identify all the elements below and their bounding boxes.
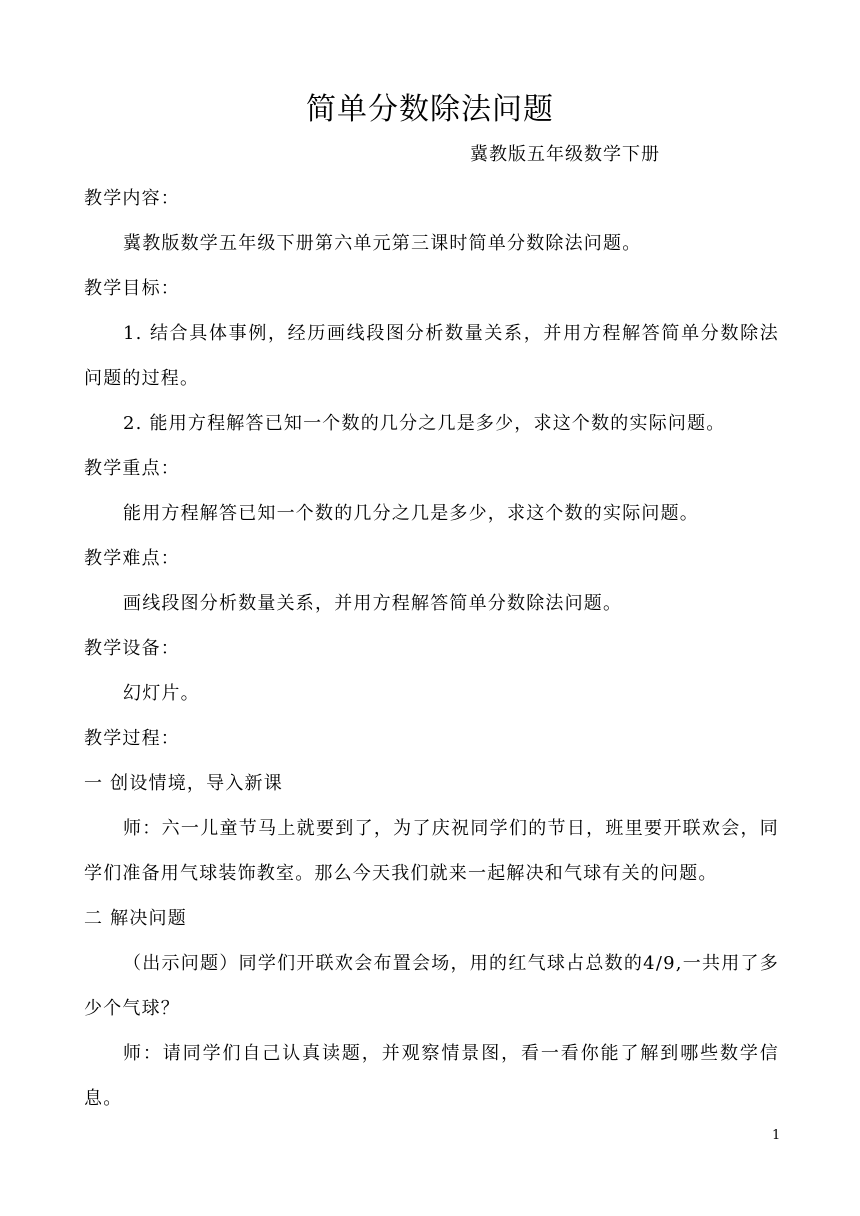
process-heading: 教学过程： [84,728,180,749]
key-heading: 教学重点： [84,458,180,479]
part-1-text: 师：六一儿童节马上就要到了，为了庆祝同学们的节日，班里要开联欢会，同学们准备用气球装饰教室。那么今天我们就来一起解决和气球有关的问题。 [84,818,779,884]
document-subtitle: 冀教版五年级数学下册 [470,144,660,165]
difficulty-text: 画线段图分析数量关系，并用方程解答简单分数除法问题。 [123,593,623,614]
goals-heading: 教学目标： [84,278,180,299]
key-text: 能用方程解答已知一个数的几分之几是多少，求这个数的实际问题。 [123,503,699,524]
difficulty-heading: 教学难点： [84,548,180,569]
equipment-heading: 教学设备： [84,638,180,659]
part-2-problem: （出示问题）同学们开联欢会布置会场，用的红气球占总数的4/9,一共用了多少个气球？ [84,953,779,1019]
content-text: 冀教版数学五年级下册第六单元第三课时简单分数除法问题。 [123,233,642,254]
goal-2: 2. 能用方程解答已知一个数的几分之几是多少，求这个数的实际问题。 [123,413,726,434]
content-heading: 教学内容： [84,188,180,209]
part-2-teacher: 师：请同学们自己认真读题，并观察情景图，看一看你能了解到哪些数学信息。 [84,1043,779,1109]
equipment-text: 幻灯片。 [123,683,200,704]
part-2-heading: 二 解决问题 [84,908,187,929]
part-1-heading: 一 创设情境，导入新课 [84,773,283,794]
document-body [84,176,779,1121]
goal-1: 1. 结合具体事例，经历画线段图分析数量关系，并用方程解答简单分数除法问题的过程。 [84,323,779,389]
page-number: 1 [772,1128,781,1143]
document-title: 简单分数除法问题 [306,92,554,127]
